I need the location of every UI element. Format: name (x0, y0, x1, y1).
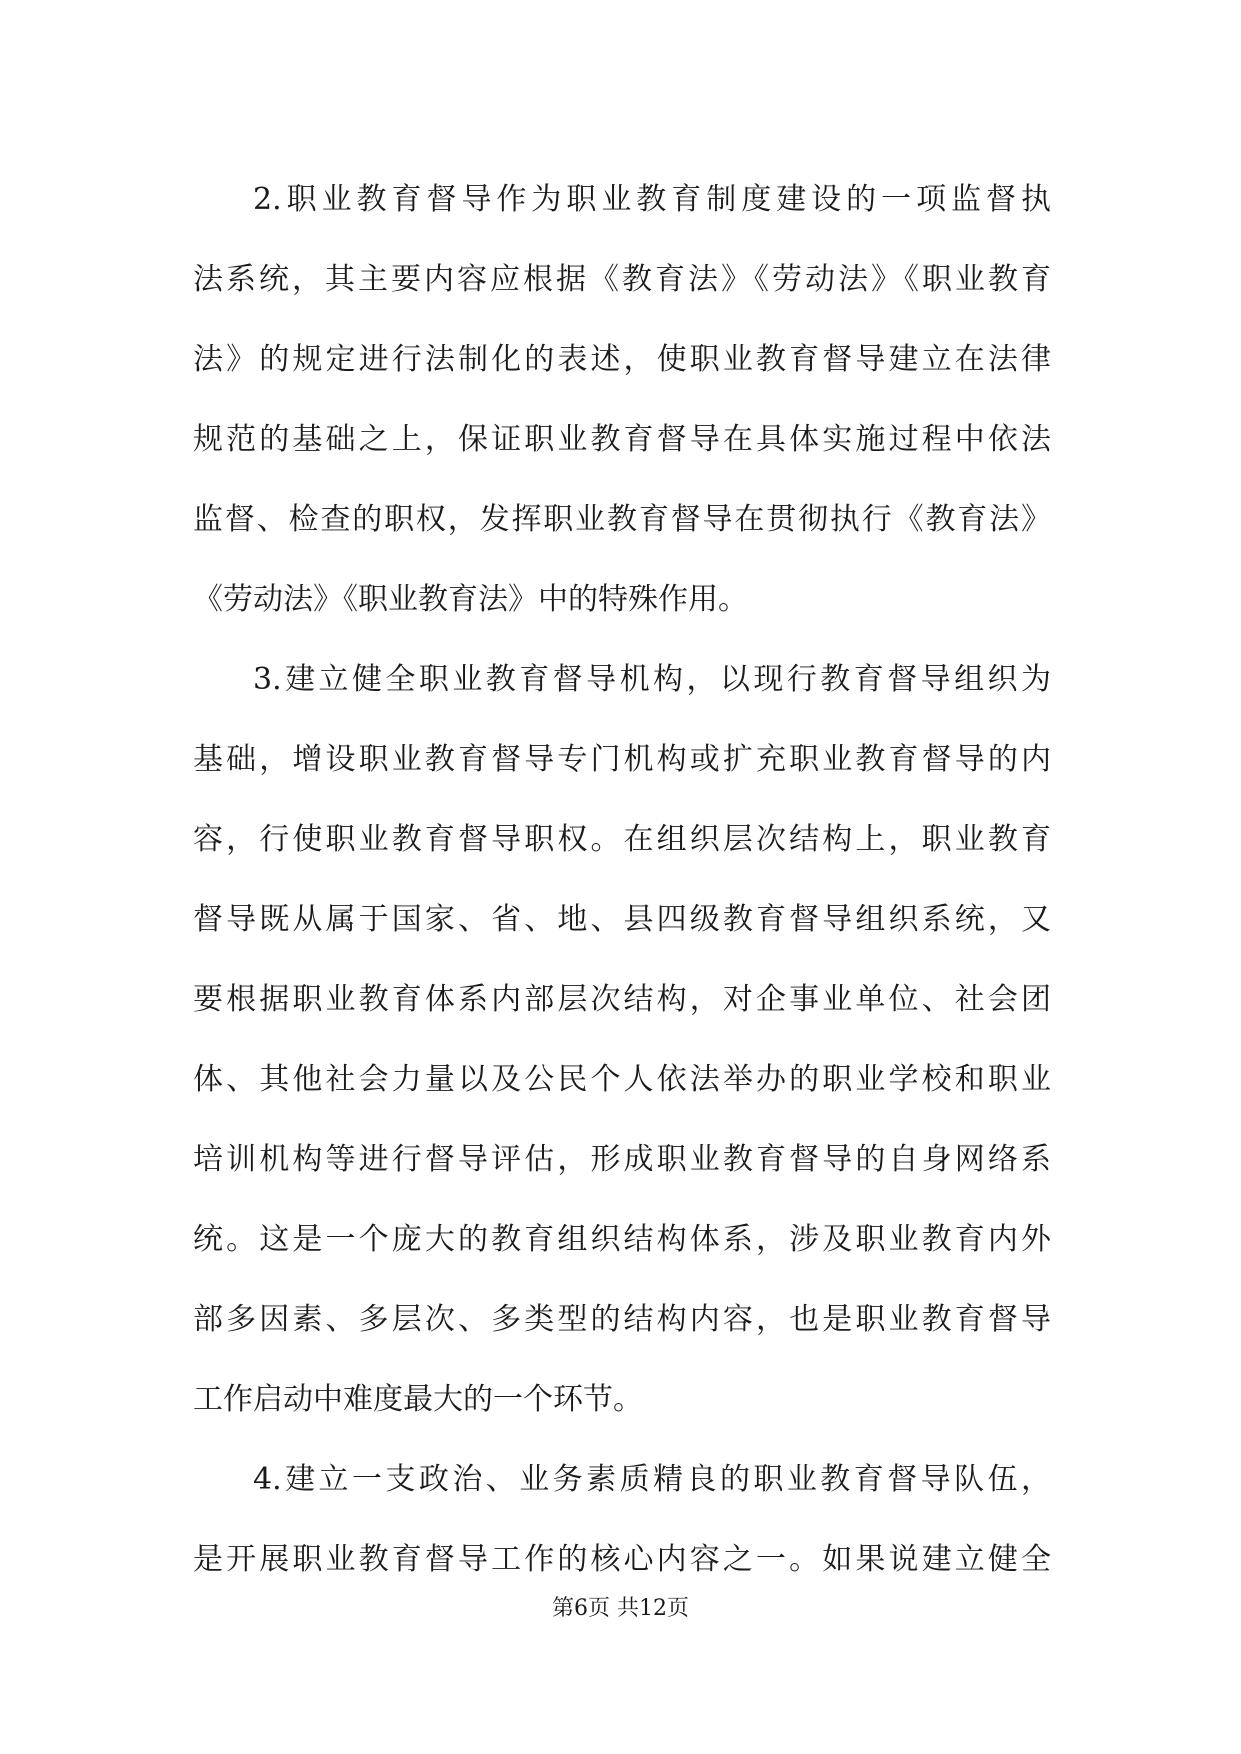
page-number: 第6页 共12页 (552, 1596, 689, 1621)
paragraph-4 (193, 1440, 1051, 1600)
text-line: 3.建立健全职业教育督导机构，以现行教育督导组织为 (253, 662, 1051, 697)
text-line: 是开展职业教育督导工作的核心内容之一。如果说建立健全 (193, 1542, 1051, 1577)
document-body (193, 160, 1051, 1600)
text-line: 统。这是一个庞大的教育组织结构体系，涉及职业教育内外 (193, 1222, 1051, 1257)
paragraph-3 (193, 640, 1051, 1440)
text-line: 2.职业教育督导作为职业教育制度建设的一项监督执 (253, 182, 1051, 217)
text-line: 法系统，其主要内容应根据《教育法》《劳动法》《职业教育 (193, 262, 1051, 297)
text-line: 法》的规定进行法制化的表述，使职业教育督导建立在法律 (193, 342, 1051, 377)
page-footer (0, 1594, 1241, 1624)
text-line: 培训机构等进行督导评估，形成职业教育督导的自身网络系 (193, 1142, 1051, 1177)
text-line: 《劳动法》《职业教育法》中的特殊作用。 (193, 582, 748, 617)
text-line: 部多因素、多层次、多类型的结构内容，也是职业教育督导 (193, 1302, 1051, 1337)
text-line: 4.建立一支政治、业务素质精良的职业教育督导队伍， (253, 1462, 1051, 1497)
text-line: 规范的基础之上，保证职业教育督导在具体实施过程中依法 (193, 422, 1051, 457)
paragraph-2 (193, 160, 1051, 640)
text-line: 工作启动中难度最大的一个环节。 (193, 1382, 643, 1417)
text-line: 监督、检查的职权，发挥职业教育督导在贯彻执行《教育法》 (193, 502, 1051, 537)
text-line: 要根据职业教育体系内部层次结构，对企事业单位、社会团 (193, 982, 1051, 1017)
text-line: 容，行使职业教育督导职权。在组织层次结构上，职业教育 (193, 822, 1051, 857)
text-line: 督导既从属于国家、省、地、县四级教育督导组织系统，又 (193, 902, 1051, 937)
text-line: 体、其他社会力量以及公民个人依法举办的职业学校和职业 (193, 1062, 1051, 1097)
text-line: 基础，增设职业教育督导专门机构或扩充职业教育督导的内 (193, 742, 1051, 777)
